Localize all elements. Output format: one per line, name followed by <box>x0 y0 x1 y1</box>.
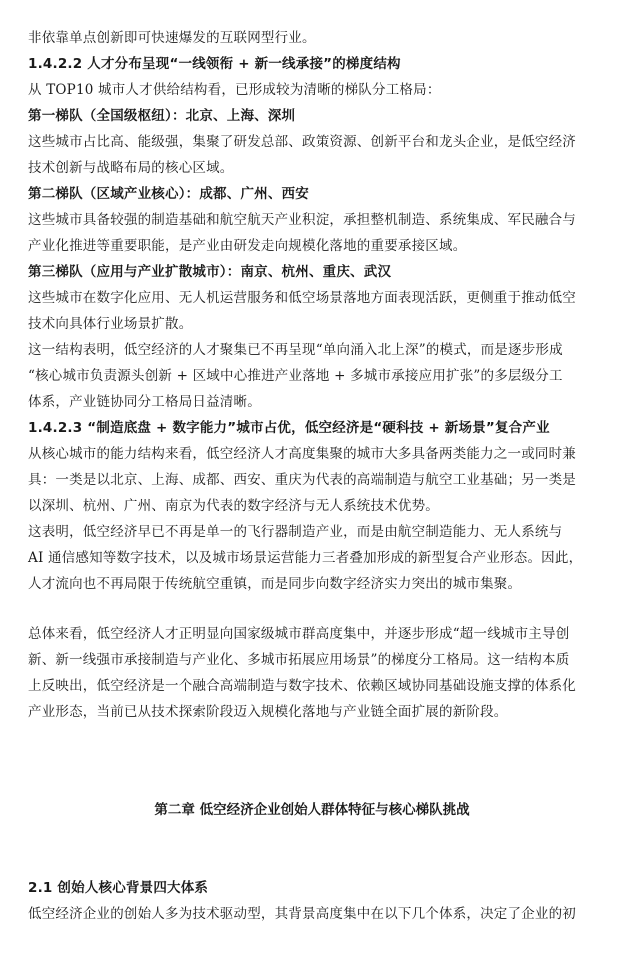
tier-heading-1: 第一梯队（全国级枢纽）：北京、上海、深圳 <box>28 108 296 124</box>
chapter-title: 第二章 低空经济企业创始人群体特征与核心梯队挑战 <box>154 802 470 818</box>
text-line: 技术向具体行业场景扩散。 <box>28 316 193 332</box>
text-line: 新、新一线强市承接制造与产业化、多城市拓展应用场景”的梯度分工格局。这一结构本质 <box>28 652 570 668</box>
text-line: 这些城市占比高、能级强，集聚了研发总部、政策资源、创新平台和龙头企业，是低空经济 <box>28 134 576 150</box>
text-line: AI 通信感知等数字技术，以及城市场景运营能力三者叠加形成的新型复合产业形态。因此， <box>28 550 583 566</box>
text-line: 这表明，低空经济早已不再是单一的飞行器制造产业，而是由航空制造能力、无人系统与 <box>28 524 563 540</box>
text-line: 这一结构表明，低空经济的人才聚集已不再呈现“单向涌入北上深”的模式，而是逐步形成 <box>28 342 563 358</box>
text-line: 人才流向也不再局限于传统航空重镇，而是同步向数字经济实力突出的城市集聚。 <box>28 576 522 592</box>
text-line: 产业化推进等重要职能，是产业由研发走向规模化落地的重要承接区域。 <box>28 238 467 254</box>
tier-heading-2: 第二梯队（区域产业核心）：成都、广州、西安 <box>28 186 309 202</box>
text-line: 从 TOP10 城市人才供给结构看，已形成较为清晰的梯队分工格局： <box>28 82 441 98</box>
text-line: 这些城市在数字化应用、无人机运营服务和低空场景落地方面表现活跃，更侧重于推动低空 <box>28 290 576 306</box>
text-line: 以深圳、杭州、广州、南京为代表的数字经济与无人系统技术优势。 <box>28 498 439 514</box>
text-line: 总体来看，低空经济人才正明显向国家级城市群高度集中，并逐步形成“超一线城市主导创 <box>28 626 570 642</box>
text-line: 产业形态，当前已从技术探索阶段迈入规模化落地与产业链全面扩展的新阶段。 <box>28 704 508 720</box>
text-line: 体系，产业链协同分工格局日益清晰。 <box>28 394 261 410</box>
text-line: 非依靠单点创新即可快速爆发的互联网型行业。 <box>28 30 316 46</box>
text-line: 这些城市具备较强的制造基础和航空航天产业积淀，承担整机制造、系统集成、军民融合与 <box>28 212 576 228</box>
text-line: 技术创新与战略布局的核心区域。 <box>28 160 234 176</box>
section-heading-1-4-2-2: 1.4.2.2 人才分布呈现“一线领衔 + 新一线承接”的梯度结构 <box>28 56 401 72</box>
section-heading-1-4-2-3: 1.4.2.3 “制造底盘 + 数字能力”城市占优，低空经济是“硬科技 + 新场景”复合产业 <box>28 420 550 436</box>
text-line: “核心城市负责源头创新 + 区域中心推进产业落地 + 多城市承接应用扩张”的多层级分工 <box>28 368 563 384</box>
text-line: 从核心城市的能力结构来看，低空经济人才高度集聚的城市大多具备两类能力之一或同时兼 <box>28 446 576 462</box>
section-heading-2-1: 2.1 创始人核心背景四大体系 <box>28 880 209 896</box>
text-line: 上反映出，低空经济是一个融合高端制造与数字技术、依赖区域协同基础设施支撑的体系化 <box>28 678 576 694</box>
text-line: 低空经济企业的创始人多为技术驱动型，其背景高度集中在以下几个体系，决定了企业的初 <box>28 906 576 922</box>
tier-heading-3: 第三梯队（应用与产业扩散城市）：南京、杭州、重庆、武汉 <box>28 264 392 280</box>
text-line: 具：一类是以北京、上海、成都、西安、重庆为代表的高端制造与航空工业基础；另一类是 <box>28 472 576 488</box>
